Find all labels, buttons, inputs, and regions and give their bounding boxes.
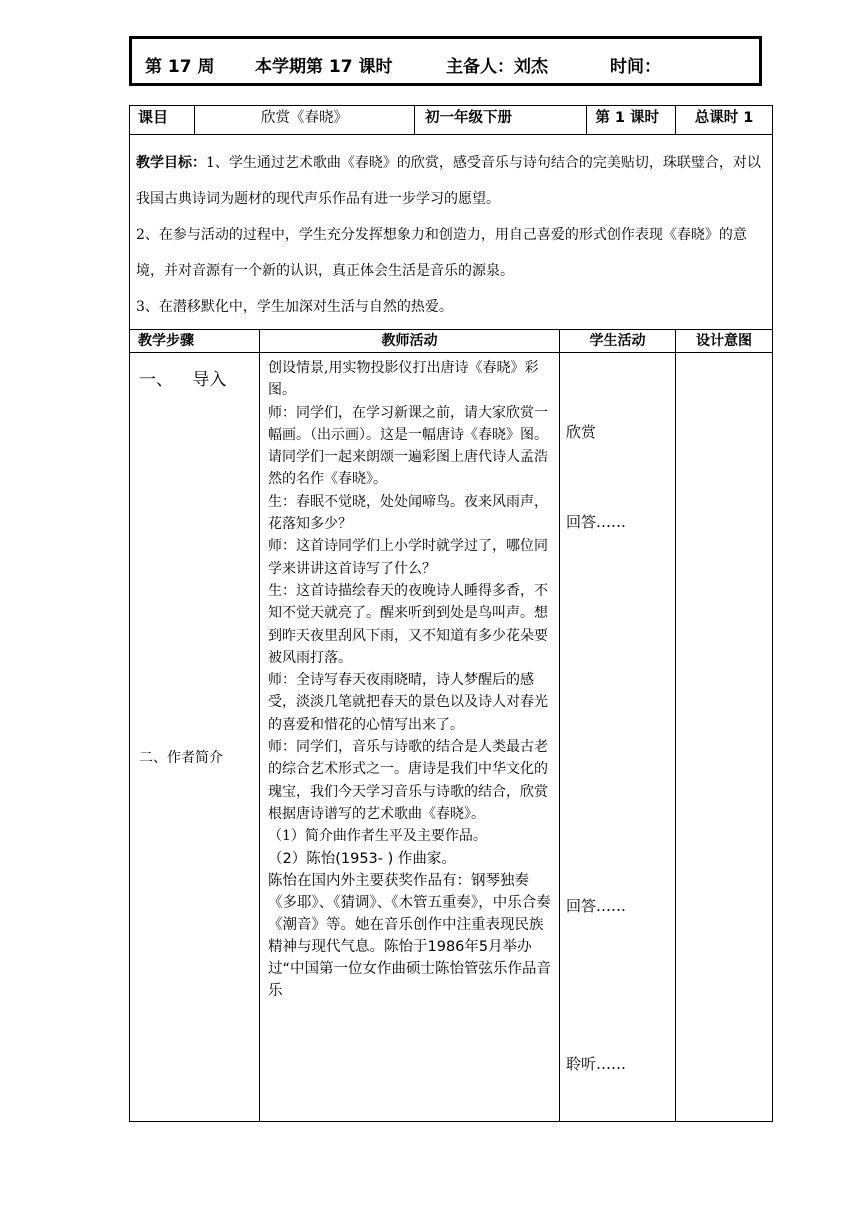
teacher-activity xyxy=(260,353,560,1122)
time-label: 时间： xyxy=(610,57,661,77)
total-lessons: 总课时 1 xyxy=(676,106,773,135)
teacher-para: 创设情景,用实物投影仪打出唐诗《春晓》彩图。 xyxy=(268,360,539,399)
teacher-para: 生：春眠不觉晓，处处闻啼鸟。夜来风雨声，花落知多少？ xyxy=(268,493,548,533)
student-activity xyxy=(560,353,676,1122)
teacher-para: （1）简介曲作者生平及主要作品。 xyxy=(268,828,487,845)
student-act-2: 回答…… xyxy=(566,513,627,531)
goal-2: 2、在参与活动的过程中，学生充分发挥想象力和创造力，用自己喜爱的形式创作表现《春晓》的意境，并对音源有一个新的认识，真正体会生活是音乐的源泉。 xyxy=(136,227,747,279)
goals-label: 教学目标： xyxy=(136,155,206,171)
subject-row xyxy=(130,106,773,135)
student-act-4: 聆听…… xyxy=(566,1055,627,1073)
teacher-para: 陈怡在国内外主要获奖作品有：钢琴独奏《多耶》、《猜调》、《木管五重奏》，中乐合奏《潮音》等。她在音乐创作中注重表现民族精神与现代气息。陈怡于1986年5月举办过“中国第一位女作曲硕士陈怡管弦乐作品音乐 xyxy=(268,872,552,999)
col-student: 学生活动 xyxy=(560,330,676,353)
col-teacher: 教师活动 xyxy=(260,330,560,353)
teacher-para: 师：同学们，音乐与诗歌的结合是人类最古老的综合艺术形式之一。唐诗是我们中华文化的瑰宝，我们今天学习音乐与诗歌的结合，欣赏根据唐诗谱写的艺术歌曲《春晓》。 xyxy=(268,739,548,822)
step-author: 二、作者简介 xyxy=(139,750,223,766)
student-act-1: 欣赏 xyxy=(566,423,597,441)
lesson-title: 欣赏《春晓》 xyxy=(195,106,415,135)
teacher-para: （2）陈怡(1953- ) 作曲家。 xyxy=(268,850,456,867)
column-header-row xyxy=(130,330,773,353)
goal-3: 3、在潜移默化中，学生加深对生活与自然的热爱。 xyxy=(136,299,453,315)
goal-1: 教学目标：1、学生通过艺术歌曲《春晓》的欣赏，感受音乐与诗句结合的完美贴切，珠联璧合，对以我国古典诗词为题材的现代声乐作品有进一步学习的愿望。 xyxy=(136,155,761,207)
student-act-3: 回答…… xyxy=(566,897,627,915)
lesson-header xyxy=(129,36,762,86)
lesson-count-label: 本学期第 17 课时 xyxy=(255,57,393,77)
teacher-para: 师：这首诗同学们上小学时就学过了，哪位同学来讲讲这首诗写了什么？ xyxy=(268,538,548,577)
subject-label: 课目 xyxy=(130,106,195,135)
content-row xyxy=(130,353,773,1122)
teacher-para: 生：这首诗描绘春天的夜晚诗人睡得多香，不知不觉天就亮了。醒来听到到处是鸟叫声。想到昨天夜里刮风下雨，又不知道有多少花朵要被风雨打落。 xyxy=(268,582,548,666)
teacher-para: 师：全诗写春天夜雨晓晴，诗人梦醒后的感受，淡淡几笔就把春天的景色以及诗人对春光的喜爱和惜花的心情写出来了。 xyxy=(268,672,548,733)
week-label: 第 17 周 xyxy=(145,57,215,77)
lesson-plan-table xyxy=(129,105,773,1122)
grade-label: 初一年级下册 xyxy=(415,106,587,135)
teacher-para: 师：同学们，在学习新课之前，请大家欣赏一幅画。（出示画）。这是一幅唐诗《春晓》图。请同学们一起来朗颂一遍彩图上唐代诗人孟浩然的名作《春晓》。 xyxy=(268,404,548,488)
preparer-label: 主备人：刘杰 xyxy=(446,57,548,77)
design-intent xyxy=(676,353,773,1122)
teaching-goals xyxy=(130,135,773,330)
col-steps: 教学步骤 xyxy=(130,330,260,353)
lesson-number: 第 1 课时 xyxy=(587,106,676,135)
step-intro: 一、 导入 xyxy=(139,370,227,390)
goals-row xyxy=(130,135,773,330)
steps-cell xyxy=(130,353,260,1122)
col-design: 设计意图 xyxy=(676,330,773,353)
